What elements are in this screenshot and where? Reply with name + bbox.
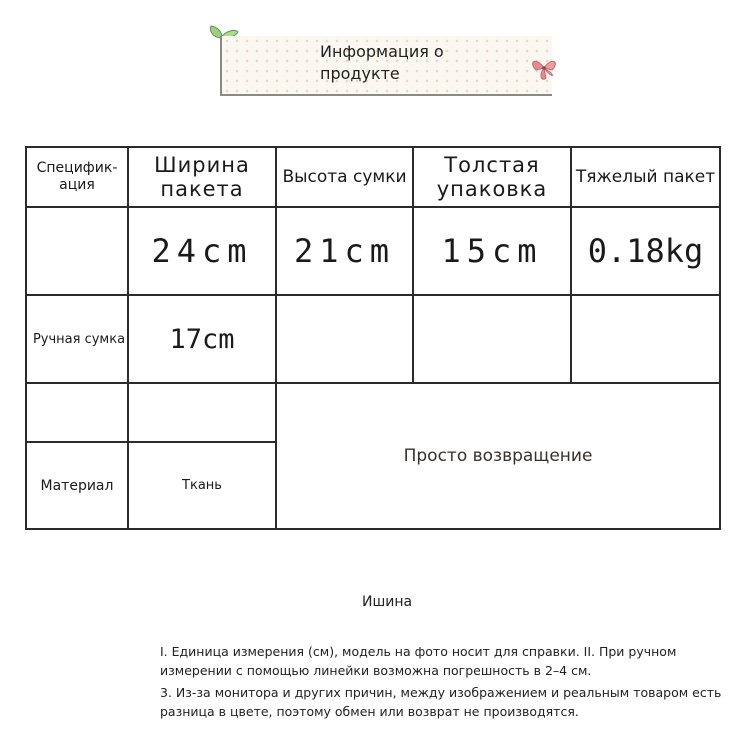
height-header-cell: Высота сумки [276, 147, 413, 207]
material-label-cell: Материал [26, 442, 128, 529]
empty-cell [571, 295, 720, 383]
weight-header-cell: Тяжелый пакет [571, 147, 720, 207]
note-1: I. Единица измерения (см), модель на фото носит для справки. II. При ручном измерении с помощью линейки возможна погрешность в 2–4 см. [160, 644, 677, 678]
thickness-value-cell: 15cm [413, 207, 571, 295]
thickness-header-cell: Толстая упаковка [413, 147, 571, 207]
table-handbag-row [26, 295, 720, 383]
spec-table [25, 146, 721, 530]
note-2: 3. Из-за монитора и других причин, между изображением и реальным товаром есть разница в цвете, поэтому обмен или возврат не производятся. [160, 685, 722, 719]
flower-icon [526, 52, 562, 84]
caption-text: Ишина [362, 594, 413, 610]
width-header-cell: Ширина пакета [128, 147, 276, 207]
empty-cell [413, 295, 571, 383]
table-values-row [26, 207, 720, 295]
table-header-row [26, 147, 720, 207]
banner-title: Информация о продукте [320, 42, 444, 83]
handbag-label-cell: Ручная сумка [26, 295, 128, 383]
empty-cell [128, 383, 276, 442]
empty-cell [276, 295, 413, 383]
empty-cell [26, 383, 128, 442]
weight-value-cell: 0.18kg [571, 207, 720, 295]
spec-header-cell: Специфик-ация [26, 147, 128, 207]
notes-block [160, 642, 730, 724]
table-blank-row [26, 383, 720, 442]
product-info-banner [220, 36, 552, 96]
empty-cell [26, 207, 128, 295]
width-value-cell: 24cm [128, 207, 276, 295]
material-value-cell: Ткань [128, 442, 276, 529]
height-value-cell: 21cm [276, 207, 413, 295]
return-note-cell: Просто возвращение [276, 383, 720, 529]
handbag-value-cell: 17cm [128, 295, 276, 383]
